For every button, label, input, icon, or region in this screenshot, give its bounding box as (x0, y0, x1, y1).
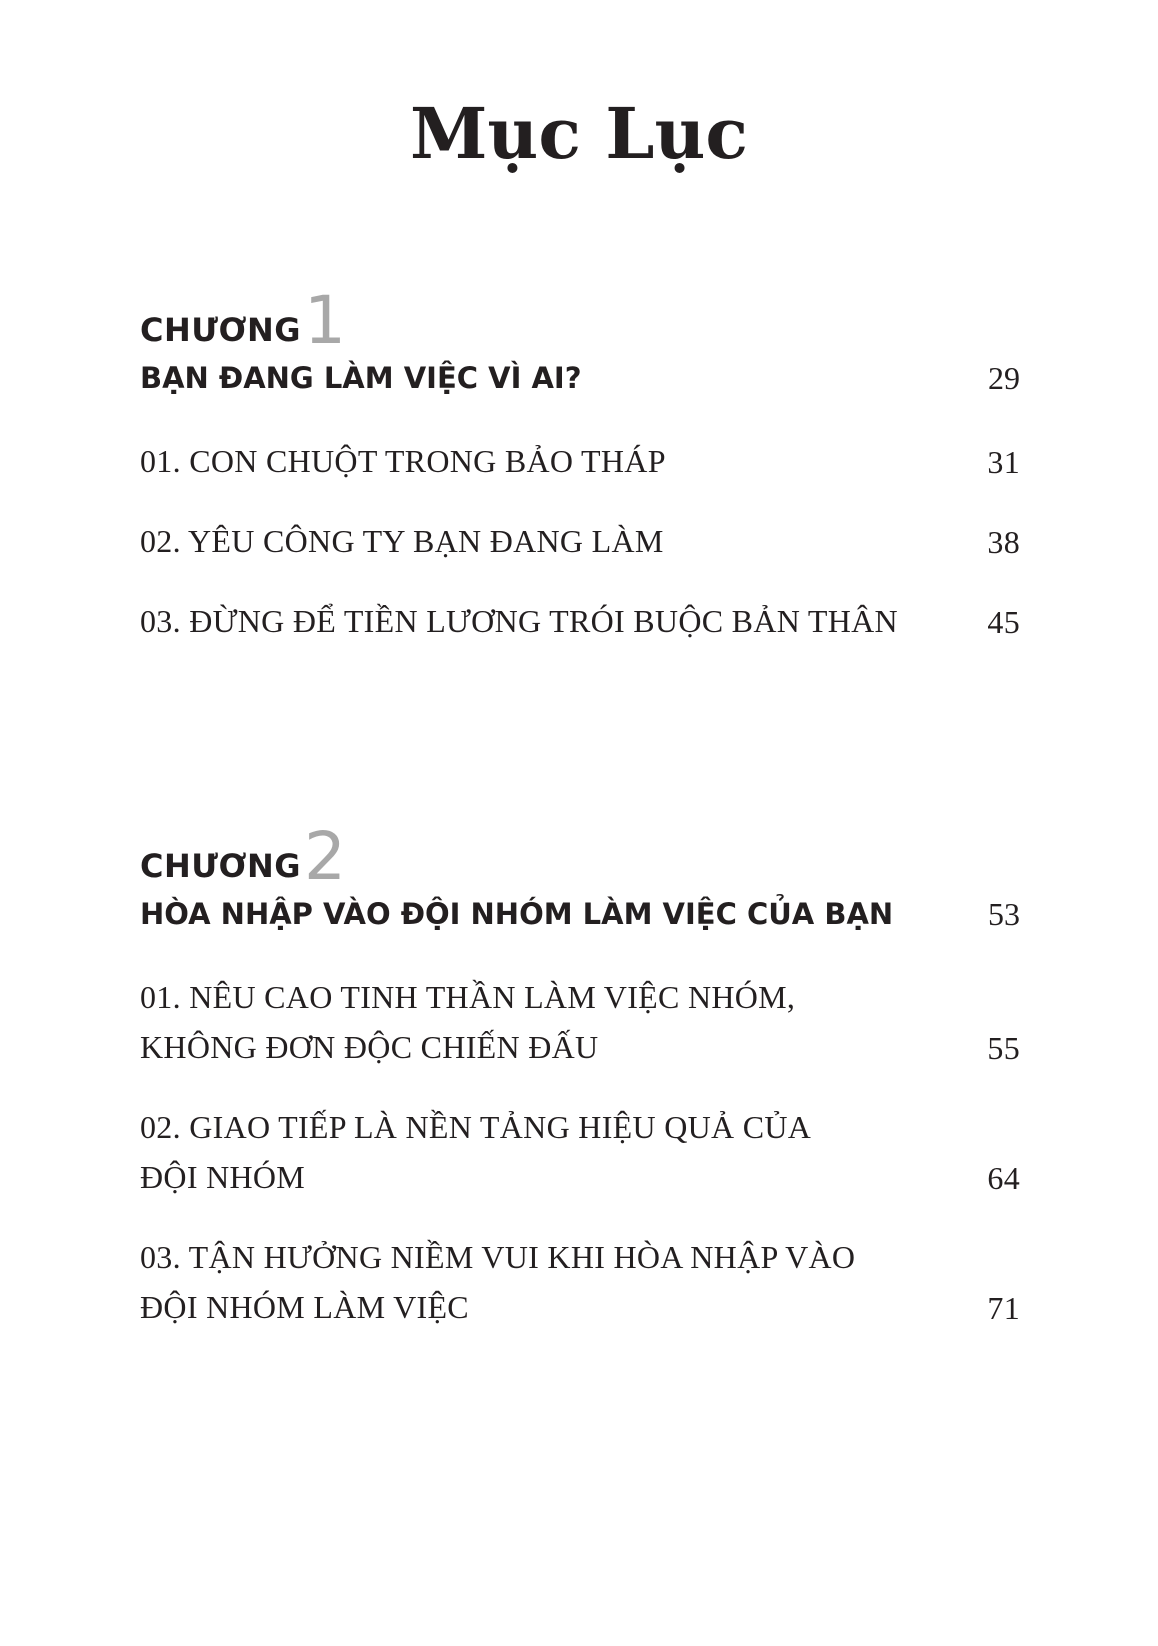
toc-entry[interactable] (140, 1102, 1020, 1202)
entry-page-number: 31 (987, 444, 1020, 480)
chapter-2 (140, 818, 1020, 1332)
chapter-title: BẠN ĐANG LÀM VIỆC VÌ AI? (140, 361, 582, 395)
toc-entry[interactable] (140, 436, 1020, 486)
entry-page-number: 71 (987, 1290, 1020, 1326)
chapter-title-row[interactable] (140, 352, 1020, 408)
toc-entry[interactable] (140, 972, 1020, 1072)
entry-title-line: ĐỘI NHÓM LÀM VIỆC (140, 1289, 469, 1325)
entry-page-number: 64 (987, 1160, 1020, 1196)
entry-title-line: 03. ĐỪNG ĐỂ TIỀN LƯƠNG TRÓI BUỘC BẢN THÂN (140, 603, 898, 639)
toc-entry[interactable] (140, 1232, 1020, 1332)
entry-title-line: 02. YÊU CÔNG TY BẠN ĐANG LÀM (140, 523, 664, 559)
page-title: Mục Lục (409, 92, 749, 175)
entry-title-line: 01. CON CHUỘT TRONG BẢO THÁP (140, 443, 666, 479)
entry-page-number: 45 (987, 604, 1020, 640)
chapter-page-number: 29 (988, 360, 1020, 396)
chapter-1 (140, 282, 1020, 646)
chapter-label: CHƯƠNG (140, 847, 301, 885)
entry-title-line: 02. GIAO TIẾP LÀ NỀN TẢNG HIỆU QUẢ CỦA (140, 1109, 812, 1145)
entry-title-line: ĐỘI NHÓM (140, 1159, 306, 1195)
toc-entry[interactable] (140, 516, 1020, 566)
chapter-number: 1 (304, 282, 346, 359)
chapter-page-number: 53 (988, 896, 1020, 932)
chapter-heading (140, 818, 1020, 895)
entry-page-number: 38 (987, 524, 1020, 560)
entry-title-line: KHÔNG ĐƠN ĐỘC CHIẾN ĐẤU (140, 1029, 599, 1065)
entry-page-number: 55 (987, 1030, 1020, 1066)
chapter-heading (140, 282, 1020, 359)
chapter-number: 2 (304, 818, 346, 895)
chapter-title-row[interactable] (140, 888, 1020, 944)
chapter-label: CHƯƠNG (140, 311, 301, 349)
toc-entry[interactable] (140, 596, 1020, 646)
entry-title-line: 03. TẬN HƯỞNG NIỀM VUI KHI HÒA NHẬP VÀO (140, 1239, 856, 1275)
chapter-title: HÒA NHẬP VÀO ĐỘI NHÓM LÀM VIỆC CỦA BẠN (140, 897, 894, 931)
entry-title-line: 01. NÊU CAO TINH THẦN LÀM VIỆC NHÓM, (140, 979, 796, 1015)
